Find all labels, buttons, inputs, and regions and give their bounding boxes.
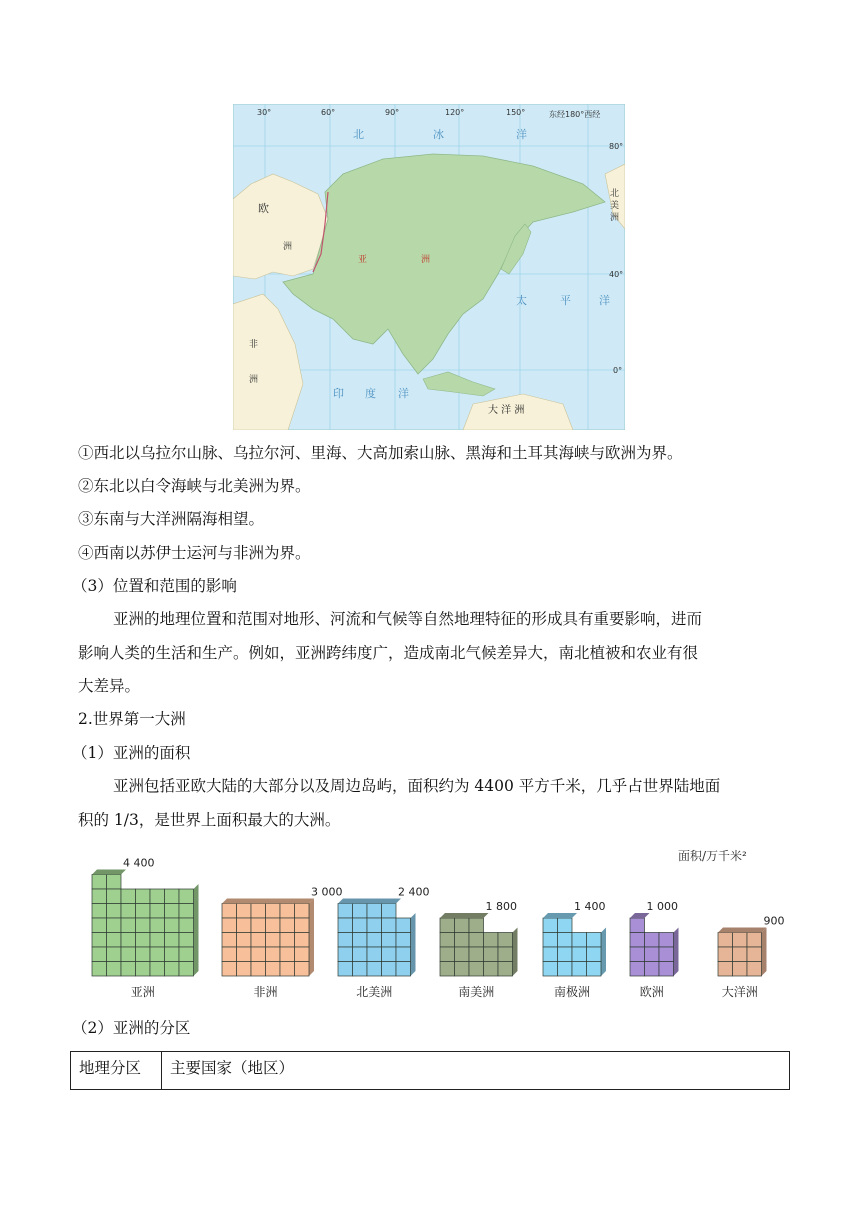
value-label-大洋洲: 900 (763, 914, 785, 928)
svg-text:洲: 洲 (283, 242, 293, 252)
asia-location-map (233, 104, 625, 430)
lat-label-0: 0° (613, 366, 623, 375)
svg-text:洲: 洲 (249, 375, 259, 385)
boundary-item-1: ①西北以乌拉尔山脉、乌拉尔河、里海、大高加索山脉、黑海和土耳其海峡与欧洲为界。 (78, 444, 683, 462)
svg-text:美: 美 (610, 201, 620, 211)
svg-text:印: 印 (333, 387, 344, 400)
category-label-非洲: 非洲 (253, 985, 278, 999)
lon-label-120: 120° (445, 108, 465, 117)
value-label-南极洲: 1 400 (574, 900, 606, 913)
table-row (71, 1052, 790, 1090)
category-label-大洋洲: 大洋洲 (721, 985, 758, 999)
svg-text:度: 度 (365, 387, 376, 400)
boundary-item-3: ③东南与大洋洲隔海相望。 (78, 510, 265, 528)
svg-text:洋: 洋 (516, 128, 527, 141)
category-label-北美洲: 北美洲 (356, 985, 393, 999)
category-label-欧洲: 欧洲 (639, 985, 664, 999)
value-label-欧洲: 1 000 (646, 900, 678, 913)
boundary-item-2: ②东北以白令海峡与北美洲为界。 (78, 477, 311, 495)
category-label-南美洲: 南美洲 (458, 985, 495, 999)
asia-region-table (70, 1051, 790, 1090)
svg-text:洲: 洲 (421, 255, 431, 265)
paragraph-2-line-1: 亚洲包括亚欧大陆的大部分以及周边岛屿，面积约为 4400 平方千米，几乎占世界陆地面 (113, 777, 721, 795)
subsection-heading-2: （2）亚洲的分区 (72, 1019, 191, 1037)
table-header-countries: 主要国家（地区） (162, 1052, 790, 1090)
section-heading-3: （3）位置和范围的影响 (72, 577, 237, 595)
svg-text:欧: 欧 (258, 202, 269, 215)
paragraph-2-line-2: 积的 1/3，是世界上面积最大的大洲。 (78, 811, 341, 829)
svg-text:洋: 洋 (398, 387, 409, 400)
svg-text:北: 北 (610, 189, 620, 199)
category-label-南极洲: 南极洲 (553, 985, 591, 999)
lon-label-180: 东经180°西经 (549, 110, 601, 119)
continent-area-chart (70, 840, 790, 1005)
lon-label-30: 30° (257, 108, 272, 117)
bar-非洲 (222, 899, 314, 977)
chart-unit-label: 面积/万千米² (678, 849, 747, 863)
boundary-item-4: ④西南以苏伊士运河与非洲为界。 (78, 544, 311, 562)
value-label-南美洲: 1 800 (485, 900, 517, 913)
category-label-亚洲: 亚洲 (130, 985, 155, 999)
svg-text:洲: 洲 (610, 213, 620, 223)
lon-label-90: 90° (385, 108, 400, 117)
svg-text:北: 北 (353, 128, 364, 141)
paragraph-1-line-3: 大差异。 (78, 677, 141, 695)
svg-text:冰: 冰 (433, 128, 444, 141)
subsection-heading-1: （1）亚洲的面积 (72, 744, 191, 762)
table-header-region: 地理分区 (71, 1052, 162, 1090)
svg-text:非: 非 (249, 340, 259, 350)
svg-text:大 洋 洲: 大 洋 洲 (488, 405, 525, 416)
value-label-亚洲: 4 400 (123, 856, 155, 870)
lon-label-60: 60° (321, 108, 336, 117)
lat-label-40: 40° (609, 270, 624, 279)
paragraph-1-line-2: 影响人类的生活和生产。例如，亚洲跨纬度广，造成南北气候差异大，南北植被和农业有很 (78, 644, 699, 662)
bar-欧洲 (630, 913, 679, 976)
svg-text:太: 太 (516, 294, 527, 307)
svg-text:平: 平 (560, 294, 571, 307)
value-label-北美洲: 2 400 (398, 885, 430, 899)
svg-text:亚: 亚 (358, 255, 368, 265)
lon-label-150: 150° (506, 108, 526, 117)
lat-label-80: 80° (609, 142, 624, 151)
section-heading-2: 2.世界第一大洲 (78, 710, 186, 728)
bar-北美洲 (338, 899, 416, 977)
svg-text:洋: 洋 (599, 294, 610, 307)
bar-大洋洲 (718, 928, 767, 977)
value-label-非洲: 3 000 (311, 885, 343, 899)
bar-南极洲 (543, 913, 606, 976)
paragraph-1-line-1: 亚洲的地理位置和范围对地形、河流和气候等自然地理特征的形成具有重要影响，进而 (113, 610, 703, 628)
bar-亚洲 (92, 870, 199, 977)
bar-南美洲 (440, 913, 518, 976)
